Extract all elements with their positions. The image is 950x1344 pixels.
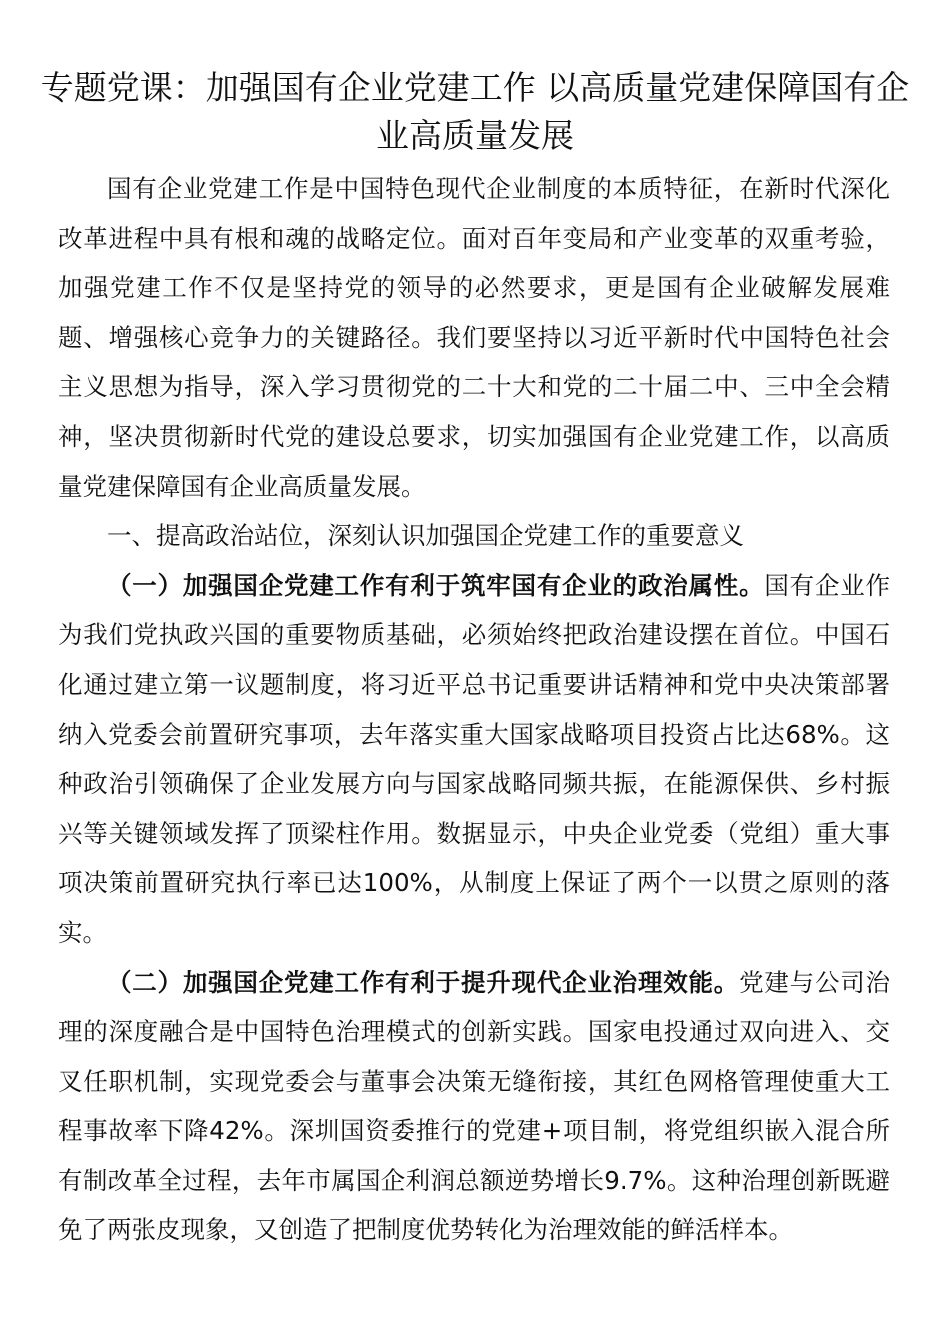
intro-paragraph: 国有企业党建工作是中国特色现代企业制度的本质特征，在新时代深化改革进程中具有根和魂的战略定位。面对百年变局和产业变革的双重考验，加强党建工作不仅是坚持党的领导的必然要求，更是国有企业破解发展难题、增强核心竞争力的关键路径。我们要坚持以习近平新时代中国特色社会主义思想为指导，深入学习贯彻党的二十大和党的二十届二中、三中全会精神，坚决贯彻新时代党的建设总要求，切实加强国有企业党建工作，以高质量党建保障国有企业高质量发展。 bbox=[58, 174, 890, 501]
item-heading: （二）加强国企党建工作有利于提升现代企业治理效能。 bbox=[107, 967, 740, 997]
document-body bbox=[58, 164, 890, 1255]
item-paragraph bbox=[58, 958, 890, 1256]
section-heading: 一、提高政治站位，深刻认识加强国企党建工作的重要意义 bbox=[107, 521, 744, 551]
item-paragraph bbox=[58, 561, 890, 958]
item-text: 国有企业作为我们党执政兴国的重要物质基础，必须始终把政治建设摆在首位。中国石化通过建立第一议题制度，将习近平总书记重要讲话精神和党中央决策部署纳入党委会前置研究事项，去年落实重大国家战略项目投资占比达68%。这种政治引领确保了企业发展方向与国家战略同频共振，在能源保供、乡村振兴等关键领域发挥了顶梁柱作用。数据显示，中央企业党委（党组）重大事项决策前置研究执行率已达100%，从制度上保证了两个一以贯之原则的落实。 bbox=[58, 570, 891, 947]
item-heading: （一）加强国企党建工作有利于筑牢国有企业的政治属性。 bbox=[107, 570, 765, 600]
document-title: 专题党课：加强国有企业党建工作 以高质量党建保障国有企业高质量发展 bbox=[40, 68, 910, 155]
item-text: 党建与公司治理的深度融合是中国特色治理模式的创新实践。国家电投通过双向进入、交叉任职机制，实现党委会与董事会决策无缝衔接，其红色网格管理使重大工程事故率下降42%。深圳国资委推行的党建+项目制，将党组织嵌入混合所有制改革全过程，去年市属国企利润总额逆势增长9.7%。这种治理创新既避免了两张皮现象，又创造了把制度优势转化为治理效能的鲜活样本。 bbox=[58, 967, 891, 1245]
